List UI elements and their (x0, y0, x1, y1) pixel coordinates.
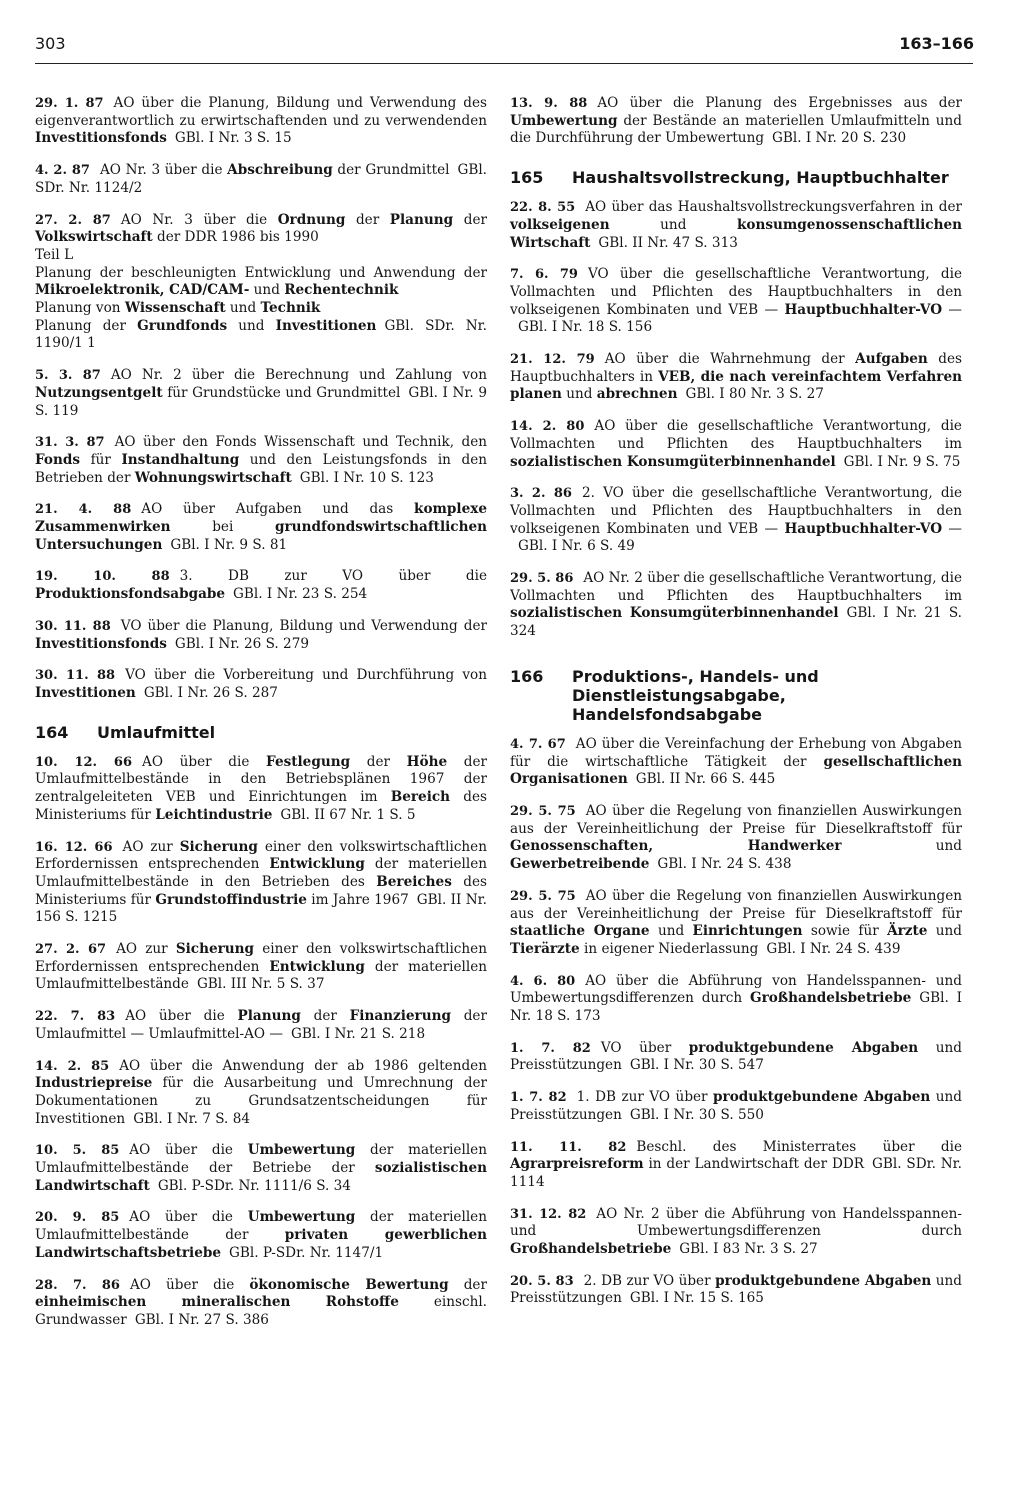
entry-text: der Umlaufmittel — Umlaufmittel-AO — (35, 1008, 487, 1042)
entry-text: einschl. Grundwasser (35, 1294, 488, 1328)
citation-entry (35, 1277, 487, 1330)
gazette-reference: GBl. II 67 Nr. 1 S. 5 (280, 806, 416, 823)
entry-date: 10. 5. 85 (35, 1143, 120, 1159)
entry-text: AO über die Regelung von finanziellen Auswirkungen aus der Vereinheitlichung der Preise für Dieselkraftstoff für (510, 802, 962, 837)
citation-entry (35, 1008, 487, 1043)
keyword: produktgebundene Abgaben (715, 1272, 932, 1289)
citation-entry (35, 162, 487, 197)
citation-entry (35, 754, 487, 825)
entry-text: der materiellen Umlaufmittelbestände (35, 958, 487, 993)
gazette-reference: GBl. I Nr. 30 S. 550 (629, 1106, 764, 1123)
entries-group (35, 754, 487, 1330)
entry-date: 29. 5. 86 (510, 571, 574, 587)
entry-date: 4. 6. 80 (510, 973, 576, 989)
entry-date: 11. 11. 82 (510, 1139, 627, 1155)
entry-text: und (227, 317, 276, 334)
entry-date: 3. 2. 86 (510, 486, 572, 502)
entry-date: 20. 5. 83 (510, 1273, 574, 1289)
keyword: Umbewertung (247, 1142, 356, 1159)
keyword: Technik (260, 300, 321, 317)
entry-text: einer den volkswirtschaftlichen Erfordernissen entsprechenden (35, 941, 487, 975)
keyword: staatliche Organe (510, 923, 650, 940)
gazette-reference: GBl. I Nr. 9 S. 75 (843, 453, 961, 470)
right-column (510, 95, 962, 1322)
entries-group (510, 736, 962, 1308)
citation-entry (510, 1139, 962, 1192)
keyword: Produktionsfondsabgabe (35, 586, 226, 603)
entry-text: AO über die Wahrnehmung der (604, 351, 856, 368)
gazette-reference: GBl. SDr. Nr. 1190/1 1 (35, 317, 488, 352)
keyword: Sicherung (175, 941, 255, 958)
entry-text: AO Nr. 2 über die Abführung von Handelsspannen- und Umbewertungsdifferenzen durch (510, 1205, 962, 1240)
entry-text: des Ministeriums für (35, 873, 487, 908)
gazette-reference: GBl. I Nr. 24 S. 439 (766, 940, 901, 957)
entry-text: — (942, 301, 963, 318)
citation-entry (510, 1089, 962, 1124)
gazette-reference: GBl. I Nr. 21 S. 324 (510, 605, 962, 640)
entry-text: der (345, 211, 390, 228)
keyword: Planung (389, 211, 454, 228)
keyword: Hauptbuchhalter-VO (784, 520, 943, 537)
entry-text: Beschl. des Ministerrates über die (636, 1138, 962, 1155)
gazette-reference: GBl. III Nr. 5 S. 37 (196, 976, 325, 993)
entry-date: 4. 7. 67 (510, 736, 566, 752)
entry-text: des Hauptbuchhalters in (510, 351, 962, 385)
entries-group (510, 199, 962, 641)
gazette-reference: GBl. I Nr. 18 S. 156 (518, 319, 653, 336)
entry-date: 16. 12. 66 (35, 839, 113, 855)
entry-date: 19. 10. 88 (35, 569, 170, 585)
gazette-reference: GBl. I Nr. 6 S. 49 (518, 538, 635, 555)
keyword: Umbewertung (510, 112, 618, 129)
keyword: Finanzierung (349, 1008, 451, 1025)
entry-text: AO über Aufgaben und das (141, 501, 415, 518)
keyword: Hauptbuchhalter-VO (784, 301, 943, 318)
entry-text: für (80, 451, 122, 468)
entry-text: AO Nr. 3 über die (120, 211, 278, 228)
entry-text: der materiellen Umlaufmittelbestände der (35, 1209, 487, 1244)
keyword: Großhandelsbetriebe (749, 990, 912, 1007)
entry-text: und den Leistungsfonds in den Betrieben der (35, 451, 487, 486)
keyword: Grundstoffindustrie (155, 891, 307, 908)
entry-date: 28. 7. 86 (35, 1277, 120, 1293)
entry-text: der (453, 211, 487, 228)
section-title: Umlaufmittel (97, 722, 216, 742)
citation-entry (510, 973, 962, 1026)
keyword: Festlegung (266, 753, 351, 770)
keyword: Aufgaben (855, 351, 928, 368)
entry-date: 21. 4. 88 (35, 502, 132, 518)
keyword: Umbewertung (247, 1209, 356, 1226)
keyword: Gewerbetreibende (510, 856, 650, 873)
section-range: 163–166 (899, 34, 974, 53)
gazette-reference: GBl. I Nr. 21 S. 218 (291, 1025, 426, 1042)
gazette-reference: GBl. SDr. Nr. 1124/2 (35, 162, 487, 196)
section-number: 165 (510, 168, 544, 188)
citation-entry (35, 618, 487, 653)
keyword: Einrichtungen (692, 923, 803, 940)
keyword: Nutzungsentgelt (35, 384, 163, 401)
keyword: abrechnen (596, 386, 678, 403)
gazette-reference: GBl. II Nr. 66 S. 445 (635, 771, 776, 788)
entry-text: der DDR 1986 bis 1990 (152, 229, 319, 246)
entry-text: AO über die Planung, Bildung und Verwendung des eigenverantwortlich zu erwirtschaftenden und zu verwendenden (35, 95, 487, 129)
entry-text: und Preisstützungen (510, 1039, 962, 1074)
entry-date: 13. 9. 88 (510, 96, 588, 111)
keyword: ökonomische Bewertung (249, 1276, 449, 1293)
citation-entry (510, 1206, 962, 1259)
entry-text: VO über die Planung, Bildung und Verwendung der (120, 617, 487, 634)
gazette-reference: GBl. I Nr. 9 S. 119 (35, 384, 487, 419)
entry-text: in der Landwirtschaft der DDR (643, 1156, 864, 1173)
entry-date: 29. 1. 87 (35, 96, 104, 111)
citation-entry (510, 351, 962, 404)
header-rule (35, 63, 973, 64)
citation-entry (510, 95, 962, 148)
entry-date: 30. 11. 88 (35, 668, 116, 684)
entry-text: AO über die Anwendung der ab 1986 geltenden (119, 1057, 487, 1074)
keyword: Agrarpreisreform (510, 1156, 644, 1173)
gazette-reference: GBl. P-SDr. Nr. 1147/1 (229, 1244, 384, 1261)
keyword: VEB, die nach vereinfachtem Verfahren planen (510, 368, 963, 403)
citation-entry (510, 1040, 962, 1075)
entry-date: 30. 11. 88 (35, 618, 111, 634)
entry-text: und (649, 923, 693, 940)
entry-text: für die Ausarbeitung und Umrechnung der Dokumentationen zu Grundsatzentscheidungen für Investitionen (35, 1075, 487, 1127)
entry-date: 20. 9. 85 (35, 1210, 120, 1226)
citation-entry (510, 485, 962, 556)
citation-entry (35, 839, 487, 928)
gazette-reference: GBl. I Nr. 10 S. 123 (299, 469, 434, 486)
entry-date: 14. 2. 80 (510, 419, 585, 435)
keyword: Genossenschaften, Handwerker (510, 838, 842, 855)
keyword: Mikroelektronik, CAD/CAM- (35, 282, 250, 299)
entry-date: 5. 3. 87 (35, 368, 101, 384)
entry-text: 2. DB zur VO über (583, 1272, 716, 1289)
entry-text: VO über (600, 1039, 689, 1056)
keyword: Bereiches (376, 873, 452, 890)
citation-entry (510, 1273, 962, 1308)
entry-text: und (249, 282, 285, 299)
entry-text: der (300, 1008, 350, 1025)
keyword: sozialistischen Landwirtschaft (35, 1160, 487, 1194)
entry-text: AO über die gesellschaftliche Verantwortung, die Vollmachten und Pflichten des Hauptbuchhalters im (510, 418, 962, 452)
entry-date: 1. 7. 82 (510, 1040, 591, 1056)
entries-group (510, 95, 962, 148)
gazette-reference: GBl. II Nr. 47 S. 313 (598, 234, 738, 251)
entry-date: 29. 5. 75 (510, 803, 576, 819)
entry-date: 10. 12. 66 (35, 754, 133, 770)
gazette-reference: GBl. SDr. Nr. 1114 (510, 1156, 962, 1190)
entry-text: 1. DB zur VO über (576, 1089, 714, 1106)
entry-text: 2. VO über die gesellschaftliche Verantwortung, die Vollmachten und Pflichten des Hauptbuchhalters in den volkseigenen Kombinaten und VEB — (510, 485, 962, 537)
entry-text: AO über die (142, 753, 267, 770)
keyword: Entwicklung (269, 958, 365, 975)
citation-entry (35, 667, 487, 702)
keyword: einheimischen mineralischen Rohstoffe (35, 1294, 399, 1311)
entry-date: 31. 12. 82 (510, 1206, 587, 1222)
keyword: Ärzte (887, 923, 928, 940)
entry-text: AO Nr. 2 über die Berechnung und Zahlung von (110, 367, 487, 384)
entry-text: und (841, 838, 962, 855)
keyword: konsumgenossenschaftlichen Wirtschaft (510, 216, 962, 251)
keyword: Investitionen (275, 317, 377, 334)
citation-entry (510, 570, 962, 641)
entry-text: Planung der beschleunigten Entwicklung und Anwendung der (35, 264, 487, 281)
entry-text: in eigener Niederlassung (579, 940, 759, 957)
entry-text: AO über den Fonds Wissenschaft und Technik, den (114, 434, 487, 451)
keyword: gesellschaftlichen Organisationen (510, 753, 962, 788)
keyword: Entwicklung (269, 856, 365, 873)
entry-date: 21. 12. 79 (510, 352, 595, 368)
gazette-reference: GBl. I Nr. 23 S. 254 (233, 586, 368, 603)
citation-entry (510, 418, 962, 471)
citation-entry (35, 434, 487, 487)
keyword: Leichtindustrie (155, 806, 273, 823)
keyword: Fonds (35, 451, 81, 468)
gazette-reference: GBl. I Nr. 18 S. 173 (510, 990, 962, 1025)
gazette-reference: GBl. I 83 Nr. 3 S. 27 (679, 1241, 818, 1258)
entry-text: und Preisstützungen (510, 1089, 962, 1123)
entry-text: der (448, 1276, 487, 1293)
gazette-reference: GBl. I Nr. 20 S. 230 (772, 130, 907, 147)
keyword: Tierärzte (510, 940, 580, 957)
entry-text: und Preisstützungen (510, 1272, 962, 1307)
entry-date: 22. 8. 55 (510, 200, 576, 216)
citation-entry (35, 1058, 487, 1129)
keyword: privaten gewerblichen Landwirtschaftsbetriebe (35, 1227, 487, 1261)
entry-text: und (225, 300, 261, 317)
entry-text: AO über das Haushaltsvollstreckungsverfahren in der (585, 199, 962, 216)
keyword: Investitionen (35, 684, 136, 701)
entry-text: — (942, 520, 963, 537)
keyword: produktgebundene Abgaben (688, 1039, 919, 1056)
entry-text: und (927, 923, 963, 940)
gazette-reference: GBl. I Nr. 26 S. 287 (143, 684, 278, 701)
keyword: sozialistischen Konsumgüterbinnenhandel (510, 605, 839, 622)
keyword: sozialistischen Konsumgüterbinnenhandel (510, 453, 836, 470)
entry-text: AO Nr. 3 über die (99, 162, 228, 179)
keyword: Wohnungswirtschaft (134, 469, 292, 486)
entry-text: AO über die (129, 1209, 248, 1226)
entry-date: 14. 2. 85 (35, 1058, 110, 1074)
keyword: volkseigenen (510, 216, 610, 233)
gazette-reference: GBl. I Nr. 24 S. 438 (657, 856, 792, 873)
citation-entry (35, 212, 487, 354)
entry-text: und (609, 216, 737, 233)
section-number: 164 (35, 722, 69, 742)
gazette-reference: GBl. I Nr. 15 S. 165 (629, 1290, 764, 1307)
keyword: Industriepreise (35, 1075, 153, 1092)
gazette-reference: GBl. I 80 Nr. 3 S. 27 (685, 386, 824, 403)
citation-entry (510, 266, 962, 337)
section-number: 166 (510, 666, 544, 686)
entry-text: AO über die (125, 1008, 238, 1025)
keyword: Ordnung (277, 211, 346, 228)
entry-text: AO über die Vereinfachung der Erhebung von Abgaben für die wirtschaftliche Tätigkeit der (510, 735, 962, 770)
gazette-reference: GBl. I Nr. 9 S. 81 (170, 536, 288, 553)
citation-entry (35, 367, 487, 420)
entry-text: AO zur (122, 838, 180, 855)
section-heading-164 (35, 723, 487, 742)
section-title: Produktions-, Handels- und Dienstleistungsabgabe, Handelsfondsabgabe (572, 666, 819, 724)
gazette-reference: GBl. I Nr. 30 S. 547 (629, 1057, 764, 1074)
entry-text: VO über die gesellschaftliche Verantwortung, die Vollmachten und Pflichten des Hauptbuchhalters in den volkseigenen Kombinaten und VEB — (510, 266, 962, 318)
keyword: Volkswirtschaft (35, 229, 153, 246)
gazette-reference: GBl. I Nr. 26 S. 279 (174, 635, 309, 652)
entry-date: 27. 2. 67 (35, 942, 107, 958)
entry-date: 29. 5. 75 (510, 888, 576, 904)
keyword: komplexe Zusammenwirken (35, 501, 487, 536)
entry-text: AO zur (116, 941, 176, 958)
entry-text: und (561, 386, 597, 403)
entry-text: des Ministeriums für (35, 789, 487, 823)
keyword: Abschreibung (227, 162, 333, 179)
citation-entry (510, 199, 962, 252)
citation-entry (35, 941, 487, 994)
entry-text: der Grundmittel (332, 162, 450, 179)
section-heading-165 (510, 168, 962, 187)
entry-text: der Bestände an materiellen Umlaufmitteln und die Durchführung der Umbewertung (510, 112, 962, 147)
entry-text: Teil L (35, 246, 74, 263)
keyword: Wissenschaft (124, 300, 226, 317)
entry-text: 3. DB zur VO über die (179, 568, 487, 585)
keyword: Großhandelsbetriebe (510, 1241, 672, 1258)
gazette-reference: GBl. II Nr. 156 S. 1215 (35, 891, 488, 926)
keyword: Investitionsfonds (35, 130, 167, 147)
gazette-reference: GBl. I Nr. 7 S. 84 (133, 1110, 250, 1127)
entry-text: sowie für (802, 923, 888, 940)
citation-entry (35, 1209, 487, 1262)
gazette-reference: GBl. I Nr. 3 S. 15 (174, 130, 292, 147)
citation-entry (35, 568, 487, 603)
entry-text: AO über die (129, 1142, 248, 1159)
entry-text: für Grundstücke und Grundmittel (162, 384, 401, 401)
keyword: Rechentechnik (284, 282, 399, 299)
citation-entry (510, 736, 962, 789)
entry-date: 27. 2. 87 (35, 212, 111, 228)
section-heading-166 (510, 667, 962, 724)
entry-text: einer den volkswirtschaftlichen Erfordernissen entsprechenden (35, 838, 487, 873)
entry-date: 31. 3. 87 (35, 435, 105, 451)
keyword: Sicherung (179, 838, 258, 855)
entry-text: Planung der (35, 317, 138, 334)
entry-text: VO über die Vorbereitung und Durchführung von (125, 667, 487, 684)
entry-text: im Jahre 1967 (306, 891, 409, 908)
entry-text: bei (170, 519, 276, 536)
entry-date: 22. 7. 83 (35, 1009, 116, 1025)
entry-text: AO über die Planung des Ergebnisses aus der (597, 95, 962, 111)
entry-text: Planung von (35, 300, 125, 317)
citation-entry (510, 888, 962, 959)
entry-text: AO über die Abführung von Handelsspannen- und Umbewertungsdifferenzen durch (510, 972, 962, 1007)
section-title: Haushaltsvollstreckung, Hauptbuchhalter (572, 168, 949, 188)
keyword: produktgebundene Abgaben (713, 1089, 931, 1106)
keyword: Planung (237, 1008, 301, 1025)
citation-entry (35, 1142, 487, 1195)
entry-text: AO Nr. 2 über die gesellschaftliche Verantwortung, die Vollmachten und Pflichten des Hauptbuchhalters im (510, 570, 962, 604)
citation-entry (35, 95, 487, 148)
entry-text: der (350, 753, 407, 770)
keyword: Höhe (406, 753, 448, 770)
citation-entry (510, 803, 962, 874)
entries-group (35, 95, 487, 703)
keyword: Bereich (390, 789, 451, 806)
keyword: Instandhaltung (121, 451, 240, 468)
keyword: Grundfonds (137, 317, 228, 334)
entry-text: der materiellen Umlaufmittelbestände in den Betrieben des (35, 856, 487, 890)
gazette-reference: GBl. P-SDr. Nr. 1111/6 S. 34 (157, 1177, 351, 1194)
entry-text: AO über die (129, 1276, 250, 1293)
entry-text: der materiellen Umlaufmittelbestände der Betriebe der (35, 1142, 487, 1177)
page-number: 303 (35, 34, 66, 53)
keyword: Investitionsfonds (35, 635, 167, 652)
keyword: grundfondswirtschaftlichen Untersuchungen (35, 519, 487, 553)
entry-date: 1. 7. 82 (510, 1090, 567, 1106)
entry-date: 7. 6. 79 (510, 267, 578, 283)
gazette-reference: GBl. I Nr. 27 S. 386 (134, 1311, 269, 1328)
citation-entry (35, 501, 487, 554)
left-column (35, 95, 487, 1344)
entry-text: der Umlaufmittelbestände in den Betriebsplänen 1967 der zentralgeleiteten VEB und Einrichtungen im (35, 753, 487, 806)
entry-date: 4. 2. 87 (35, 163, 90, 179)
entry-text: AO über die Regelung von finanziellen Auswirkungen aus der Vereinheitlichung der Preise für Dieselkraftstoff für (510, 887, 962, 922)
